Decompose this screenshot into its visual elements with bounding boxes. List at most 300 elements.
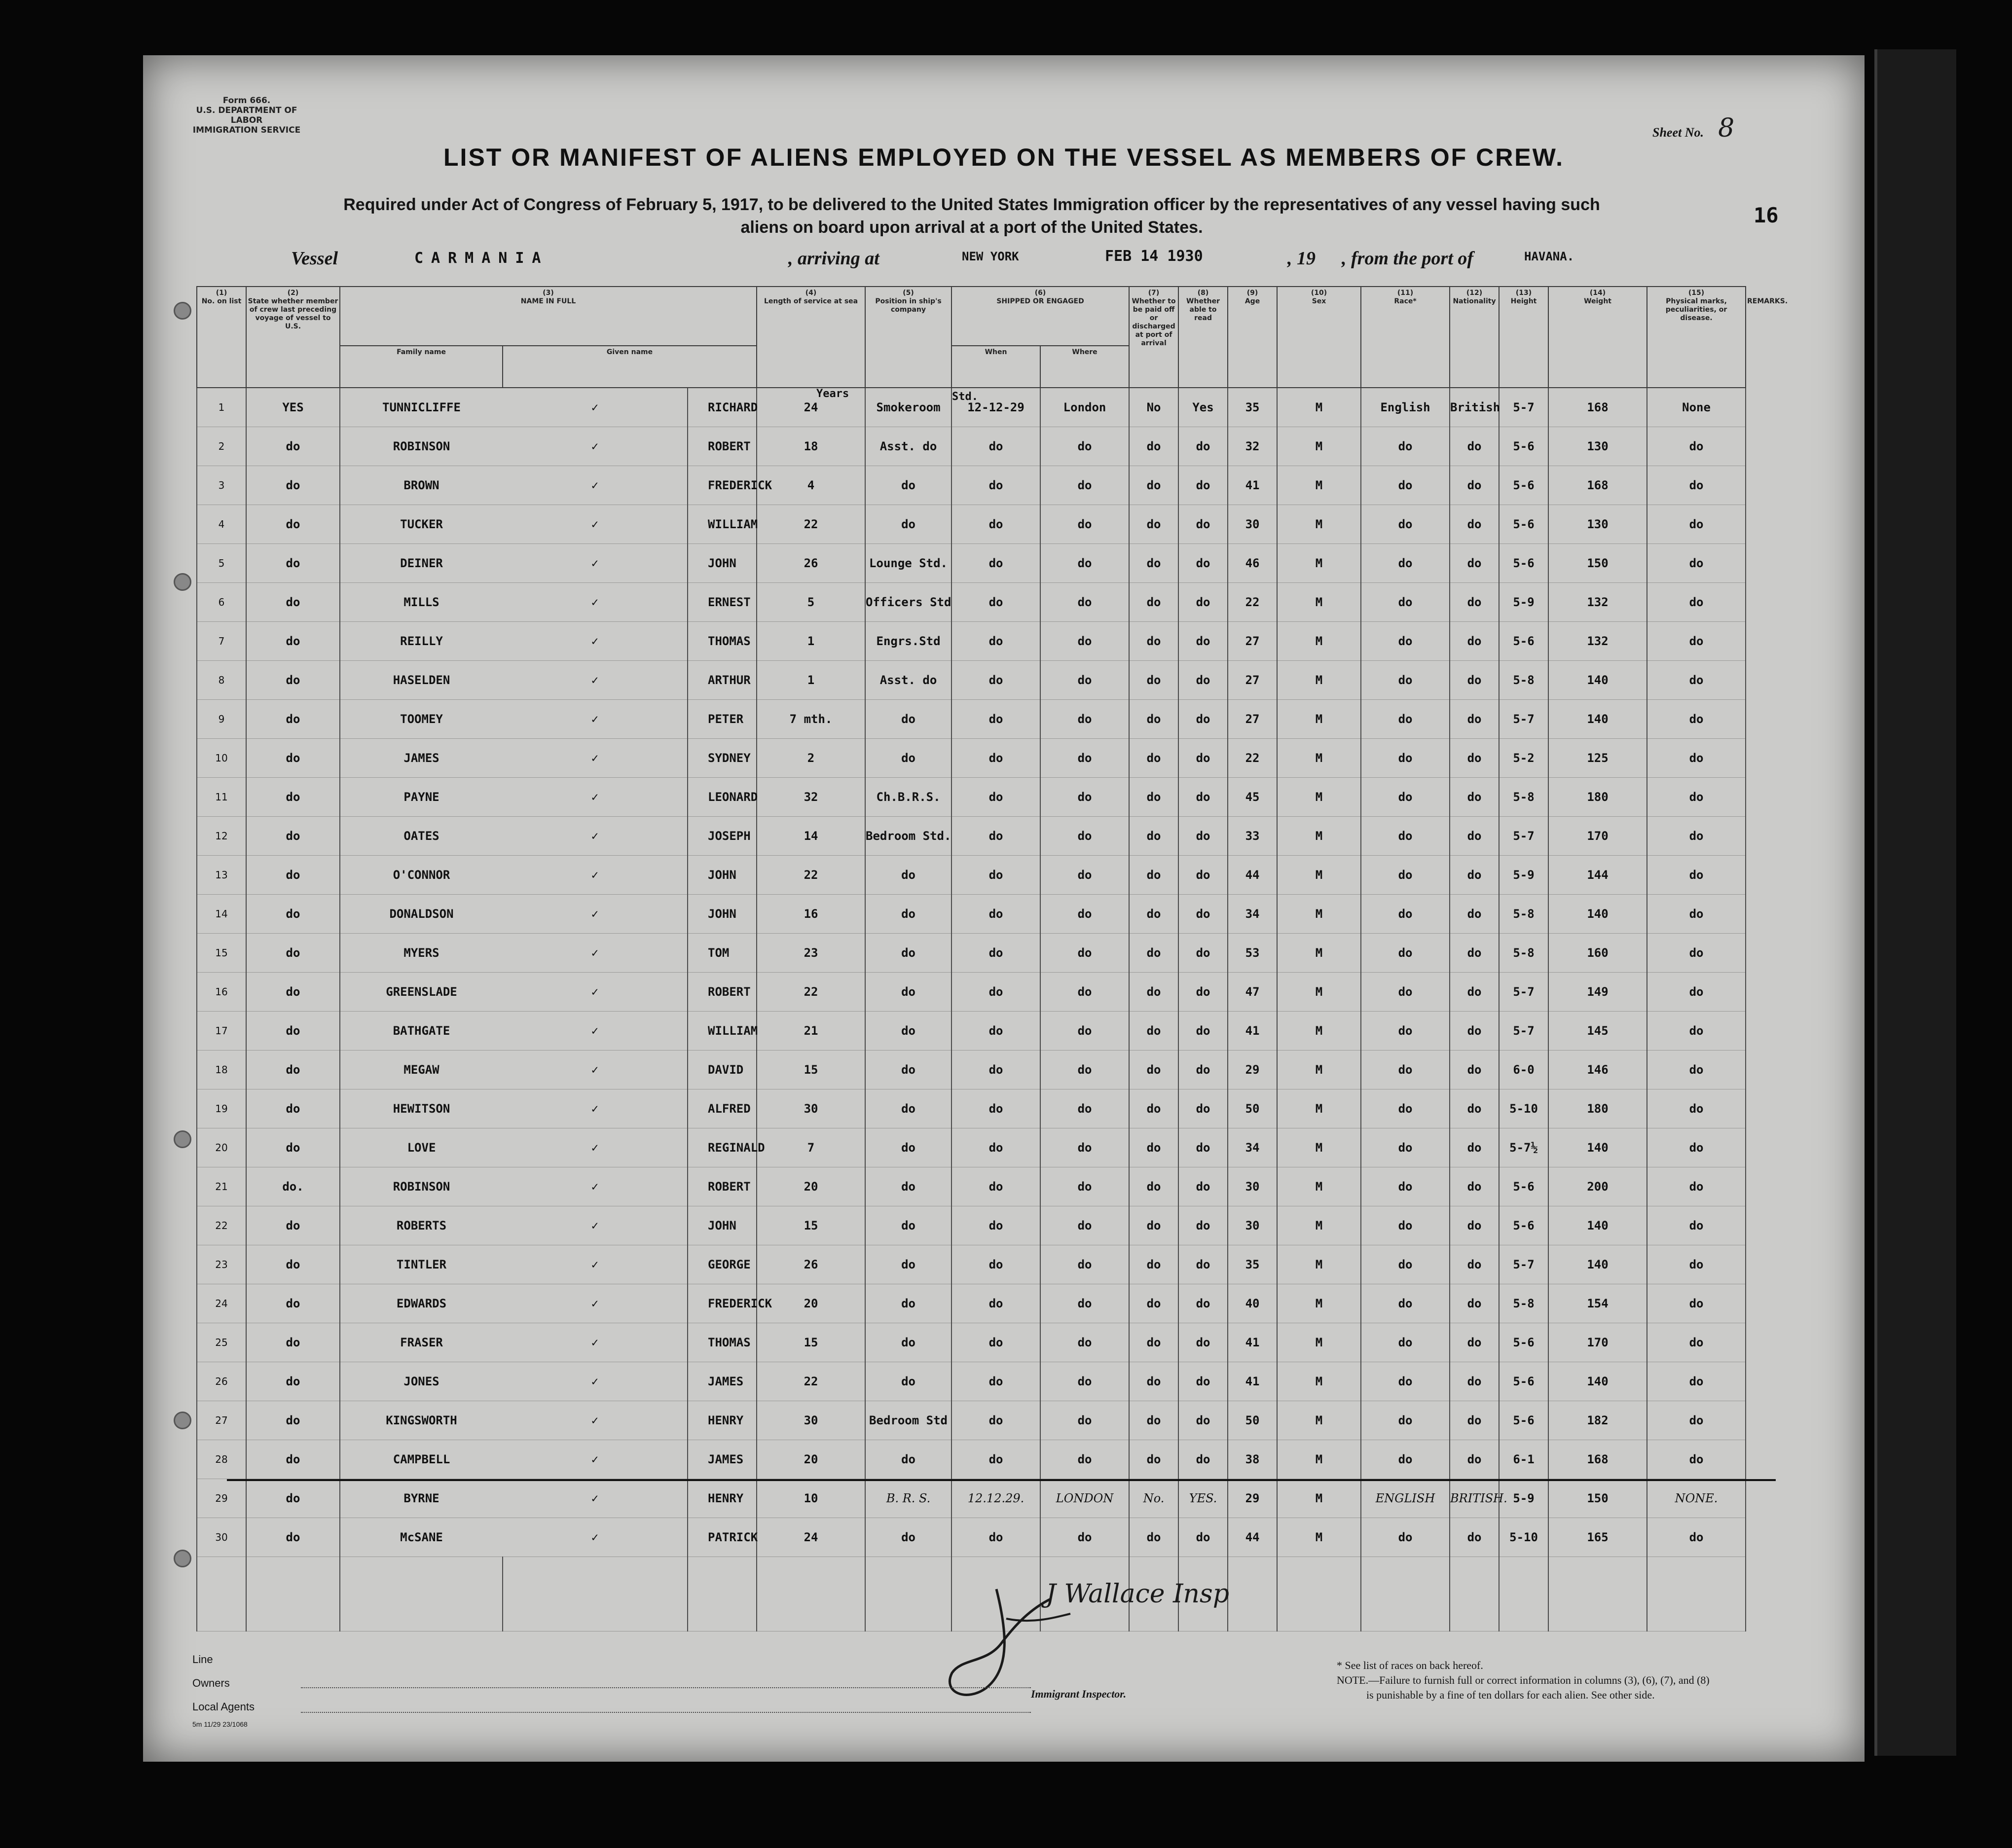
cell-paid: do	[1129, 1012, 1178, 1051]
cell-marks: do	[1647, 1323, 1746, 1362]
cell-height: 5-7	[1499, 388, 1548, 427]
checkmark-icon: ✓	[503, 1518, 688, 1557]
cell-nat: do	[1450, 1362, 1499, 1401]
cell-sex: M	[1277, 544, 1361, 583]
cell-height: 5-9	[1499, 583, 1548, 622]
page-number: 16	[1754, 203, 1779, 227]
cell-sex: M	[1277, 1518, 1361, 1557]
cell-family: OATES	[340, 817, 503, 856]
blank-cell	[1647, 1557, 1746, 1631]
row-28-strike-line	[227, 1479, 1776, 1481]
cell-prev: do	[246, 427, 340, 466]
cell-prev: do	[246, 1284, 340, 1323]
form-number: Form 666.	[222, 96, 271, 106]
cell-service: 16	[757, 895, 865, 934]
sheet-label: Sheet No.	[1652, 125, 1704, 140]
cell-height: 5-2	[1499, 739, 1548, 778]
punch-hole	[174, 1130, 191, 1148]
col-sex: (10) Sex	[1277, 287, 1361, 388]
local-agents-label: Local Agents	[192, 1701, 255, 1713]
cell-weight: 170	[1548, 1323, 1647, 1362]
cell-where: do	[1040, 1518, 1129, 1557]
cell-read: YES.	[1178, 1479, 1228, 1518]
cell-sex: M	[1277, 739, 1361, 778]
cell-prev: do	[246, 895, 340, 934]
cell-service: 15	[757, 1206, 865, 1245]
cell-n: 15	[197, 934, 246, 973]
document-title: LIST OR MANIFEST OF ALIENS EMPLOYED ON THE VESSEL AS MEMBERS OF CREW.	[443, 144, 1564, 171]
cell-age: 41	[1228, 1012, 1277, 1051]
form-id	[187, 96, 306, 135]
immigrant-inspector-label: Immigrant Inspector.	[1031, 1688, 1127, 1700]
cell-read: do	[1178, 1362, 1228, 1401]
cell-family: O'CONNOR	[340, 856, 503, 895]
cell-when: do	[951, 739, 1040, 778]
cell-prev: do	[246, 1089, 340, 1128]
cell-given: SYDNEY	[688, 739, 757, 778]
cell-read: do	[1178, 778, 1228, 817]
cell-read: do	[1178, 1051, 1228, 1089]
cell-given: WILLIAM	[688, 505, 757, 544]
cell-sex: M	[1277, 1284, 1361, 1323]
cell-read: do	[1178, 1167, 1228, 1206]
cell-height: 5-6	[1499, 1401, 1548, 1440]
cell-read: do	[1178, 1440, 1228, 1479]
table-row	[197, 1284, 1746, 1323]
checkmark-icon: ✓	[503, 1167, 688, 1206]
cell-read: do	[1178, 1206, 1228, 1245]
col-name-in-full: (3) NAME IN FULL	[340, 287, 757, 346]
cell-position: do	[865, 1206, 951, 1245]
cell-read: Yes	[1178, 388, 1228, 427]
cell-weight: 140	[1548, 700, 1647, 739]
cell-when: 12-12-29	[951, 388, 1040, 427]
blank-cell	[1548, 1557, 1647, 1631]
cell-service: 26	[757, 544, 865, 583]
cell-service: 26	[757, 1245, 865, 1284]
cell-when: do	[951, 583, 1040, 622]
cell-height: 5-10	[1499, 1518, 1548, 1557]
cell-position: do	[865, 1012, 951, 1051]
checkmark-icon: ✓	[503, 1284, 688, 1323]
cell-given: ALFRED	[688, 1089, 757, 1128]
cell-paid: do	[1129, 934, 1178, 973]
cell-where: do	[1040, 739, 1129, 778]
manifest-sheet	[143, 55, 1865, 1762]
cell-nat: do	[1450, 817, 1499, 856]
cell-height: 5-7	[1499, 1245, 1548, 1284]
cell-where: do	[1040, 427, 1129, 466]
cell-position: do	[865, 1362, 951, 1401]
cell-nat: do	[1450, 856, 1499, 895]
cell-marks: do	[1647, 934, 1746, 973]
arriving-port: NEW YORK	[962, 250, 1019, 263]
cell-position: do	[865, 739, 951, 778]
cell-marks: do	[1647, 1128, 1746, 1167]
cell-read: do	[1178, 1284, 1228, 1323]
cell-family: MEGAW	[340, 1051, 503, 1089]
cell-sex: M	[1277, 1440, 1361, 1479]
cell-weight: 165	[1548, 1518, 1647, 1557]
cell-race: do	[1361, 1167, 1450, 1206]
cell-given: JOHN	[688, 895, 757, 934]
cell-when: do	[951, 1245, 1040, 1284]
cell-given: ROBERT	[688, 973, 757, 1012]
cell-family: REILLY	[340, 622, 503, 661]
cell-given: LEONARD	[688, 778, 757, 817]
table-row	[197, 778, 1746, 817]
cell-height: 5-7½	[1499, 1128, 1548, 1167]
cell-race: do	[1361, 1323, 1450, 1362]
cell-given: DAVID	[688, 1051, 757, 1089]
col-physical-marks: (15) Physical marks, peculiarities, or disease.	[1647, 287, 1746, 388]
blank-cell	[503, 1557, 688, 1631]
cell-prev: do	[246, 544, 340, 583]
cell-sex: M	[1277, 1479, 1361, 1518]
footer-note	[1337, 1658, 1820, 1703]
col-paid-off: (7) Whether to be paid off or discharged at port of arrival	[1129, 287, 1178, 388]
cell-sex: M	[1277, 1089, 1361, 1128]
cell-n: 2	[197, 427, 246, 466]
cell-given: THOMAS	[688, 1323, 757, 1362]
cell-read: do	[1178, 1089, 1228, 1128]
line-dots	[301, 1666, 1031, 1688]
cell-prev: do	[246, 661, 340, 700]
cell-weight: 125	[1548, 739, 1647, 778]
cell-family: LOVE	[340, 1128, 503, 1167]
cell-given: TOM	[688, 934, 757, 973]
cell-family: FRASER	[340, 1323, 503, 1362]
cell-given: JOHN	[688, 544, 757, 583]
cell-race: do	[1361, 661, 1450, 700]
cell-service: 5	[757, 583, 865, 622]
cell-where: do	[1040, 895, 1129, 934]
checkmark-icon: ✓	[503, 739, 688, 778]
cell-sex: M	[1277, 817, 1361, 856]
cell-prev: do	[246, 583, 340, 622]
cell-n: 1	[197, 388, 246, 427]
cell-age: 30	[1228, 1206, 1277, 1245]
table-row	[197, 1089, 1746, 1128]
cell-when: do	[951, 1323, 1040, 1362]
cell-position: Engrs.Std	[865, 622, 951, 661]
cell-marks: do	[1647, 1167, 1746, 1206]
cell-where: do	[1040, 583, 1129, 622]
checkmark-icon: ✓	[503, 856, 688, 895]
cell-service: 32	[757, 778, 865, 817]
cell-prev: do	[246, 973, 340, 1012]
cell-read: do	[1178, 427, 1228, 466]
col-shipped-engaged: (6) SHIPPED OR ENGAGED	[951, 287, 1129, 346]
cell-marks: do	[1647, 1089, 1746, 1128]
cell-prev: do	[246, 1323, 340, 1362]
cell-when: do	[951, 1012, 1040, 1051]
col-race: (11) Race*	[1361, 287, 1450, 388]
col-where: Where	[1040, 346, 1129, 388]
cell-given: JOSEPH	[688, 817, 757, 856]
cell-weight: 140	[1548, 1245, 1647, 1284]
col-family-name: Family name	[340, 346, 503, 388]
cell-service: 4	[757, 466, 865, 505]
cell-when: do	[951, 1128, 1040, 1167]
cell-race: do	[1361, 700, 1450, 739]
cell-where: do	[1040, 1089, 1129, 1128]
cell-where: London	[1040, 388, 1129, 427]
cell-marks: do	[1647, 817, 1746, 856]
cell-paid: do	[1129, 856, 1178, 895]
cell-read: do	[1178, 973, 1228, 1012]
cell-height: 5-6	[1499, 427, 1548, 466]
cell-prev: do	[246, 1206, 340, 1245]
cell-weight: 154	[1548, 1284, 1647, 1323]
cell-age: 46	[1228, 544, 1277, 583]
cell-age: 40	[1228, 1284, 1277, 1323]
cell-family: ROBERTS	[340, 1206, 503, 1245]
cell-service: 20	[757, 1167, 865, 1206]
cell-marks: do	[1647, 739, 1746, 778]
table-row	[197, 1245, 1746, 1284]
blank-cell	[1450, 1557, 1499, 1631]
cell-sex: M	[1277, 1206, 1361, 1245]
cell-n: 30	[197, 1518, 246, 1557]
table-row	[197, 661, 1746, 700]
cell-n: 23	[197, 1245, 246, 1284]
cell-family: MYERS	[340, 934, 503, 973]
cell-race: ENGLISH	[1361, 1479, 1450, 1518]
punch-hole	[174, 302, 191, 320]
cell-n: 3	[197, 466, 246, 505]
cell-race: do	[1361, 1518, 1450, 1557]
cell-sex: M	[1277, 1245, 1361, 1284]
cell-where: do	[1040, 1284, 1129, 1323]
cell-where: do	[1040, 1323, 1129, 1362]
cell-n: 9	[197, 700, 246, 739]
table-row	[197, 1518, 1746, 1557]
cell-age: 27	[1228, 700, 1277, 739]
table-row	[197, 934, 1746, 973]
cell-paid: do	[1129, 1128, 1178, 1167]
cell-where: do	[1040, 856, 1129, 895]
cell-race: do	[1361, 934, 1450, 973]
cell-given: ARTHUR	[688, 661, 757, 700]
cell-where: do	[1040, 1362, 1129, 1401]
cell-given: ROBERT	[688, 1167, 757, 1206]
cell-marks: NONE.	[1647, 1479, 1746, 1518]
cell-paid: do	[1129, 1323, 1178, 1362]
cell-age: 27	[1228, 661, 1277, 700]
table-row	[197, 973, 1746, 1012]
cell-height: 5-6	[1499, 544, 1548, 583]
cell-prev: do	[246, 700, 340, 739]
cell-nat: do	[1450, 1167, 1499, 1206]
cell-height: 6-0	[1499, 1051, 1548, 1089]
cell-given: JOHN	[688, 1206, 757, 1245]
checkmark-icon: ✓	[503, 1323, 688, 1362]
cell-family: McSANE	[340, 1518, 503, 1557]
owners-dots	[301, 1690, 1031, 1713]
table-row	[197, 700, 1746, 739]
cell-position: Asst. do	[865, 661, 951, 700]
cell-nat: do	[1450, 1440, 1499, 1479]
cell-sex: M	[1277, 1362, 1361, 1401]
cell-marks: do	[1647, 427, 1746, 466]
cell-marks: do	[1647, 661, 1746, 700]
checkmark-icon: ✓	[503, 1245, 688, 1284]
cell-weight: 140	[1548, 1362, 1647, 1401]
cell-where: do	[1040, 1245, 1129, 1284]
cell-position: do	[865, 934, 951, 973]
col-nationality: (12) Nationality	[1450, 287, 1499, 388]
cell-paid: do	[1129, 973, 1178, 1012]
cell-service: 10	[757, 1479, 865, 1518]
col-when: When	[951, 346, 1040, 388]
cell-where: do	[1040, 505, 1129, 544]
department-name: U.S. DEPARTMENT OF LABOR	[196, 106, 297, 125]
cell-marks: None	[1647, 388, 1746, 427]
cell-service: 7 mth.	[757, 700, 865, 739]
cell-weight: 140	[1548, 661, 1647, 700]
blank-cell	[1361, 1557, 1450, 1631]
cell-when: do	[951, 466, 1040, 505]
vessel-name: CARMANIA	[414, 250, 549, 267]
checkmark-icon: ✓	[503, 427, 688, 466]
cell-paid: do	[1129, 661, 1178, 700]
cell-paid: do	[1129, 1167, 1178, 1206]
cell-race: do	[1361, 1284, 1450, 1323]
cell-height: 5-6	[1499, 505, 1548, 544]
cell-weight: 132	[1548, 622, 1647, 661]
cell-height: 5-6	[1499, 1323, 1548, 1362]
checkmark-icon: ✓	[503, 661, 688, 700]
cell-weight: 140	[1548, 1128, 1647, 1167]
cell-service: 20	[757, 1440, 865, 1479]
cell-family: ROBINSON	[340, 427, 503, 466]
cell-prev: YES	[246, 388, 340, 427]
cell-read: do	[1178, 622, 1228, 661]
checkmark-icon: ✓	[503, 544, 688, 583]
cell-weight: 146	[1548, 1051, 1647, 1089]
cell-weight: 132	[1548, 583, 1647, 622]
cell-prev: do.	[246, 1167, 340, 1206]
cell-when: do	[951, 1440, 1040, 1479]
cell-read: do	[1178, 700, 1228, 739]
cell-height: 5-9	[1499, 1479, 1548, 1518]
cell-weight: 168	[1548, 388, 1647, 427]
year-label: , 19	[1287, 248, 1316, 269]
cell-height: 5-6	[1499, 1206, 1548, 1245]
cell-paid: do	[1129, 505, 1178, 544]
cell-given: HENRY	[688, 1401, 757, 1440]
cell-given: REGINALD	[688, 1128, 757, 1167]
table-row	[197, 622, 1746, 661]
cell-paid: No.	[1129, 1479, 1178, 1518]
table-row	[197, 583, 1746, 622]
checkmark-icon: ✓	[503, 1051, 688, 1089]
cell-nat: do	[1450, 700, 1499, 739]
cell-marks: do	[1647, 1012, 1746, 1051]
cell-height: 5-8	[1499, 934, 1548, 973]
checkmark-icon: ✓	[503, 817, 688, 856]
cell-where: do	[1040, 778, 1129, 817]
cell-given: JOHN	[688, 856, 757, 895]
cell-marks: do	[1647, 1401, 1746, 1440]
cell-weight: 168	[1548, 466, 1647, 505]
checkmark-icon: ✓	[503, 778, 688, 817]
cell-family: BATHGATE	[340, 1012, 503, 1051]
cell-family: TINTLER	[340, 1245, 503, 1284]
cell-position: do	[865, 1245, 951, 1284]
cell-sex: M	[1277, 856, 1361, 895]
cell-paid: do	[1129, 1362, 1178, 1401]
cell-family: JONES	[340, 1362, 503, 1401]
cell-service: 22	[757, 973, 865, 1012]
cell-age: 41	[1228, 466, 1277, 505]
cell-read: do	[1178, 817, 1228, 856]
cell-marks: do	[1647, 622, 1746, 661]
cell-n: 10	[197, 739, 246, 778]
cell-sex: M	[1277, 505, 1361, 544]
cell-sex: M	[1277, 934, 1361, 973]
cell-n: 5	[197, 544, 246, 583]
cell-when: do	[951, 934, 1040, 973]
cell-prev: do	[246, 1128, 340, 1167]
cell-family: MILLS	[340, 583, 503, 622]
cell-when: do	[951, 1284, 1040, 1323]
cell-prev: do	[246, 934, 340, 973]
cell-race: do	[1361, 1206, 1450, 1245]
cell-where: do	[1040, 973, 1129, 1012]
cell-race: do	[1361, 622, 1450, 661]
checkmark-icon: ✓	[503, 1206, 688, 1245]
cell-marks: do	[1647, 1362, 1746, 1401]
cell-age: 41	[1228, 1362, 1277, 1401]
cell-when: do	[951, 1089, 1040, 1128]
cell-sex: M	[1277, 466, 1361, 505]
cell-age: 22	[1228, 739, 1277, 778]
cell-race: do	[1361, 1401, 1450, 1440]
cell-age: 53	[1228, 934, 1277, 973]
cell-prev: do	[246, 1401, 340, 1440]
table-row	[197, 1440, 1746, 1479]
cell-read: do	[1178, 895, 1228, 934]
cell-service: 23	[757, 934, 865, 973]
cell-sex: M	[1277, 622, 1361, 661]
cell-service: 22	[757, 1362, 865, 1401]
cell-sex: M	[1277, 1012, 1361, 1051]
cell-height: 6-1	[1499, 1440, 1548, 1479]
cell-race: do	[1361, 1089, 1450, 1128]
cell-race: do	[1361, 1245, 1450, 1284]
cell-paid: do	[1129, 466, 1178, 505]
cell-n: 8	[197, 661, 246, 700]
cell-sex: M	[1277, 427, 1361, 466]
cell-marks: do	[1647, 1051, 1746, 1089]
cell-n: 25	[197, 1323, 246, 1362]
cell-n: 11	[197, 778, 246, 817]
cell-age: 50	[1228, 1401, 1277, 1440]
cell-nat: do	[1450, 934, 1499, 973]
cell-nat: do	[1450, 1206, 1499, 1245]
checkmark-icon: ✓	[503, 1401, 688, 1440]
cell-where: do	[1040, 622, 1129, 661]
checkmark-icon: ✓	[503, 1128, 688, 1167]
header-row: (1) No. on list (2) State whether member of crew last preceding voyage of vessel to U.S. (3) NAME IN FULL (4) Length of service at sea (5) Position in ship's company (6) SHIPPED OR ENGAGED (7) Whether to be paid off or discharged at port of arrival (8) Whether able to read (9) Age (10) Sex (11) Race* (12) Nationality (13) Height (14) Weight (15) Physical marks, peculiarities, or disease. REMARKS.	[197, 287, 1746, 346]
races-note: * See list of races on back hereof.	[1337, 1659, 1483, 1671]
cell-weight: 200	[1548, 1167, 1647, 1206]
cell-marks: do	[1647, 1245, 1746, 1284]
cell-height: 5-8	[1499, 895, 1548, 934]
col-age: (9) Age	[1228, 287, 1277, 388]
